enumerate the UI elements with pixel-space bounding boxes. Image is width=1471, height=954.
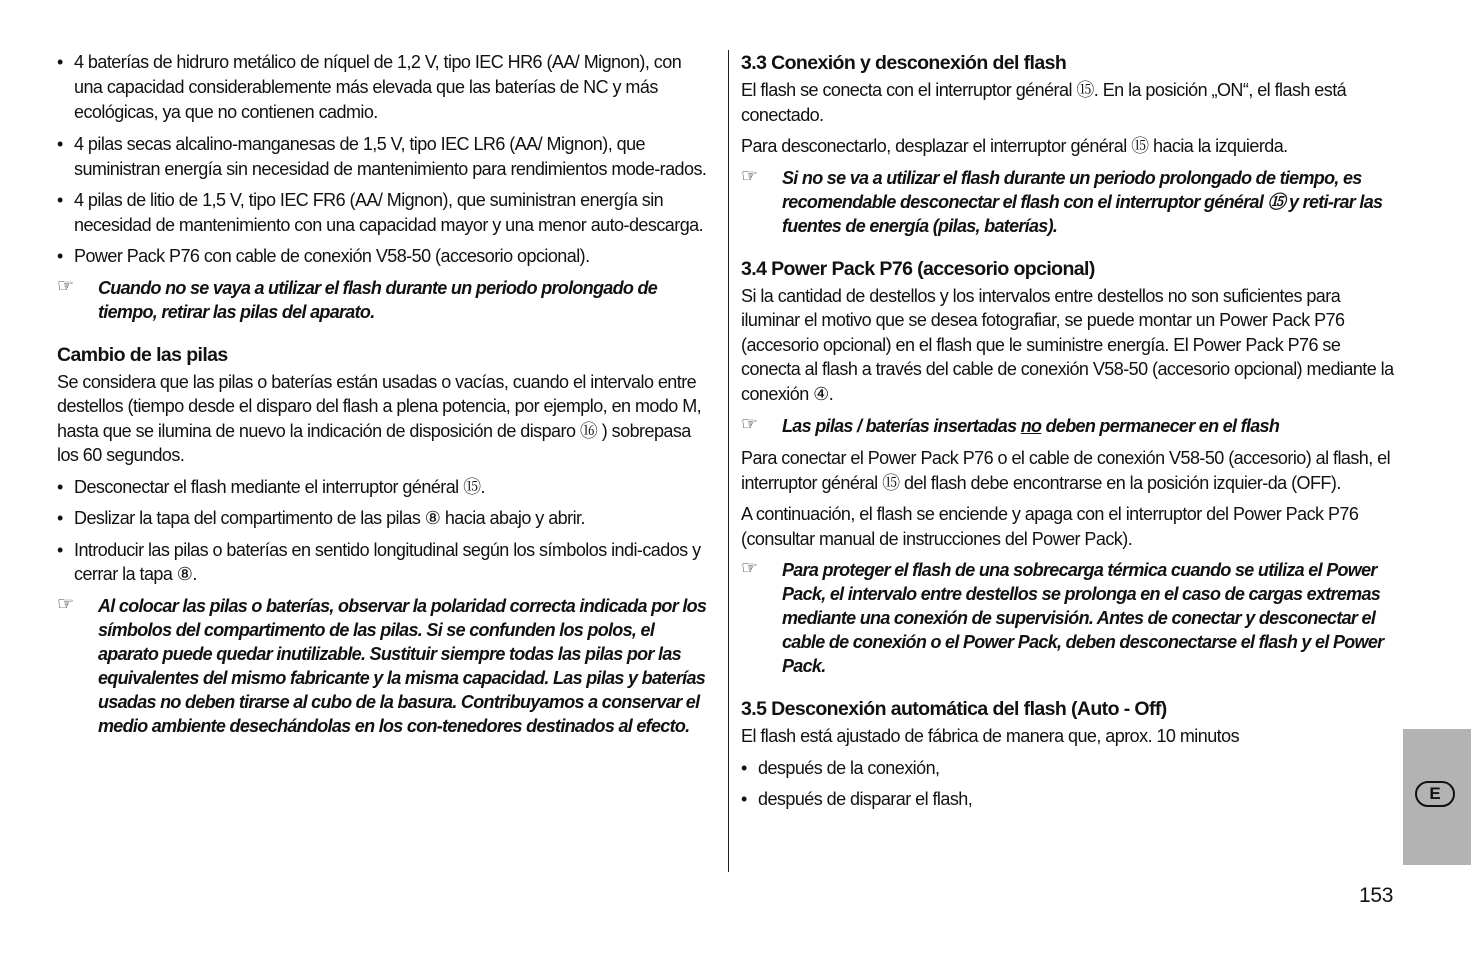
bullet-dot: •	[57, 134, 63, 154]
heading-3-3: 3.3 Conexión y desconexión del flash	[741, 52, 1067, 74]
list-item: • Power Pack P76 con cable de conexión V58-50 (accesorio opcional).	[57, 244, 712, 269]
paragraph-3-3-b: Para desconectarlo, desplazar el interruptor général ⑮ hacia la izquierda.	[741, 136, 1288, 156]
list-item: • Deslizar la tapa del compartimento de las pilas ⑧ hacia abajo y abrir.	[57, 506, 712, 531]
bullet-dot: •	[57, 476, 63, 497]
bullet-dot: •	[57, 246, 63, 266]
bullet-dot: •	[741, 757, 747, 778]
list-item: • después de disparar el flash,	[741, 787, 1401, 812]
list-item: • Introducir las pilas o baterías en sentido longitudinal según los símbolos indi-cados y cerrar la tapa ⑧.	[57, 539, 701, 584]
list-item: • 4 pilas de litio de 1,5 V, tipo IEC FR6 (AA/ Mignon), que suministran energía sin necesidad de mantenimiento con una capacidad mayor y una menor auto-descarga.	[57, 190, 704, 235]
list-item: • Desconectar el flash mediante el interruptor général ⑮.	[57, 475, 712, 500]
paragraph-3-4-c: A continuación, el flash se enciende y apaga con el interruptor del Power Pack P76 (consultar manual de instrucciones del Power Pack).	[741, 504, 1359, 549]
note-3-3: ☞ Si no se va a utilizar el flash durante un periodo prolongado de tiempo, es recomendable desconectar el flash con el interruptor général ⑮ y reti-rar las fuentes de energía (pilas, baterías).	[741, 165, 1383, 236]
heading-cambio-pilas: Cambio de las pilas	[57, 343, 228, 366]
note-remove-batteries: ☞ Cuando no se vaya a utilizar el flash durante un periodo prolongado de tiempo, retirar las pilas del aparato.	[57, 275, 658, 322]
bullet-dot: •	[57, 539, 63, 560]
pointing-hand-icon: ☞	[57, 275, 75, 297]
bullet-dot: •	[57, 52, 63, 72]
paragraph-3-5: El flash está ajustado de fábrica de manera que, aprox. 10 minutos	[741, 726, 1240, 746]
paragraph-3-3-a: El flash se conecta con el interruptor général ⑮. En la posición „ON“, el flash está conectado.	[741, 80, 1347, 125]
left-column	[57, 50, 712, 746]
pointing-hand-icon: ☞	[741, 558, 759, 579]
list-item: • después de la conexión,	[741, 756, 1401, 781]
paragraph-3-4-a: Si la cantidad de destellos y los intervalos entre destellos no son suficientes para iluminar el motivo que se desea fotografiar, se puede montar un Power Pack P76 (accesorio opcional) en el flash que le suministre energía. El Power Pack P76 se conecta al flash a través del cable de conexión V58-50 (accesorio opcional) mediante la conexión ④.	[741, 285, 1394, 404]
list-item: • 4 pilas secas alcalino-manganesas de 1,5 V, tipo IEC LR6 (AA/ Mignon), que suministran energía sin necesidad de mantenimiento para rendimientos mode-rados.	[57, 134, 707, 179]
pointing-hand-icon: ☞	[741, 165, 759, 187]
heading-3-4: 3.4 Power Pack P76 (accesorio opcional)	[741, 257, 1095, 280]
note-polarity: ☞ Al colocar las pilas o baterías, observar la polaridad correcta indicada por los símbolos del compartimento de las pilas. Si se confunden los polos, el aparato puede quedar inutilizable. Sustituir siempre todas las pilas por las equivalentes del mismo fabricante y la misma capacidad. Las pilas y baterías usadas no deben tirarse al cubo de la basura. Contribuyamos a conservar el medio ambiente desechándolas en los con-tenedores destinados al efecto.	[57, 593, 707, 736]
pointing-hand-icon: ☞	[57, 593, 75, 615]
language-badge: E	[1415, 781, 1455, 807]
right-column	[741, 50, 1401, 819]
heading-3-5: 3.5 Desconexión automática del flash (Auto - Off)	[741, 698, 1167, 720]
bullet-dot: •	[57, 508, 63, 528]
bullet-dot: •	[57, 190, 63, 210]
page-number: 153	[1359, 884, 1394, 907]
list-item: • 4 baterías de hidruro metálico de níquel de 1,2 V, tipo IEC HR6 (AA/ Mignon), con una capacidad considerablemente más elevada que las baterías de NC y más ecológicas, ya que no contienen cadmio.	[57, 52, 682, 122]
column-divider	[728, 50, 729, 872]
language-tab	[1403, 729, 1471, 865]
bullet-dot: •	[741, 789, 747, 809]
note-3-4-a: ☞ Las pilas / baterías insertadas no deben permanecer en el flash	[741, 414, 1280, 436]
paragraph-cambio: Se considera que las pilas o baterías están usadas o vacías, cuando el intervalo entre destellos (tiempo desde el disparo del flash a plena potencia, por ejemplo, en modo M, hasta que se ilumina de nuevo la indicación de disposición de disparo ⑯ ) sobrepasa los 60 segundos.	[57, 371, 702, 465]
pointing-hand-icon: ☞	[741, 414, 759, 435]
note-3-4-b: ☞ Para proteger el flash de una sobrecarga térmica cuando se utiliza el Power Pack, el intervalo entre destellos se prolonga en el caso de cargas extremas mediante una conexión de supervisión. Antes de conectar y desconectar el cable de conexión o el Power Pack, deben desconectarse el flash y el Power Pack.	[741, 558, 1384, 676]
paragraph-3-4-b: Para conectar el Power Pack P76 o el cable de conexión V58-50 (accesorio) al flash, el interruptor général ⑮ del flash debe encontrarse en la posición izquier-da (OFF).	[741, 448, 1391, 493]
